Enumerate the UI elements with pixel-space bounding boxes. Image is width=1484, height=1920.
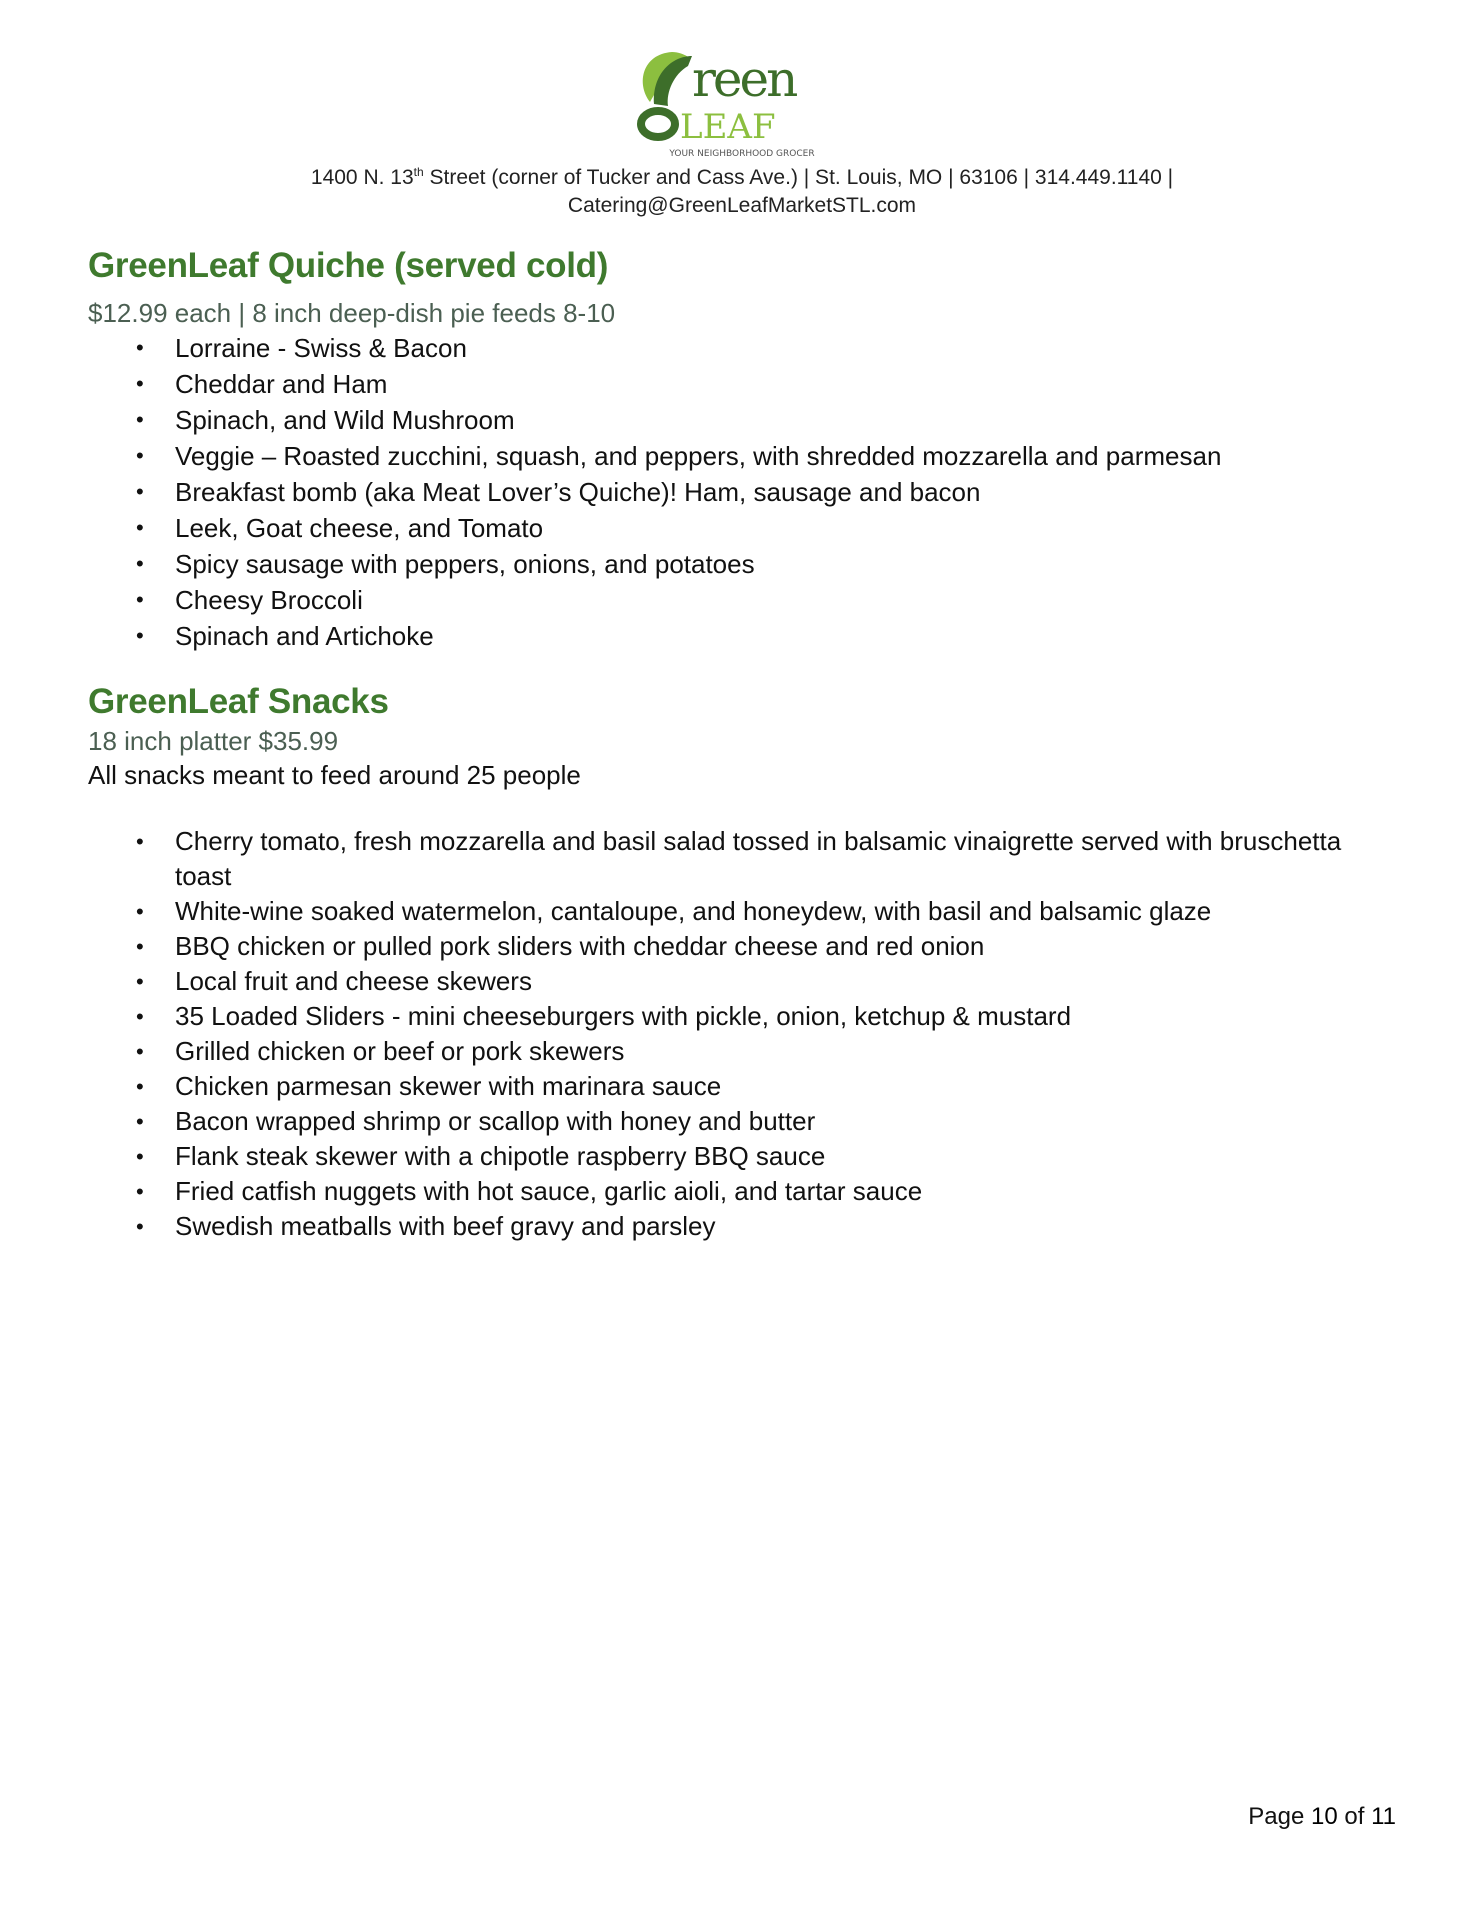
list-item: • White-wine soaked watermelon, cantaloupe, and honeydew, with basil and balsamic glaze <box>88 894 1396 929</box>
list-item: • Grilled chicken or beef or pork skewers <box>88 1034 1396 1069</box>
list-item: • Flank steak skewer with a chipotle raspberry BBQ sauce <box>88 1139 1396 1174</box>
address-superscript: th <box>413 165 424 179</box>
quiche-price: $12.99 each | 8 inch deep-dish pie feeds 8-10 <box>88 298 616 328</box>
svg-text:reen: reen <box>692 50 796 108</box>
list-item: • Breakfast bomb (aka Meat Lover’s Quiche)! Ham, sausage and bacon <box>88 474 1396 510</box>
current-page: 10 <box>1311 1803 1338 1830</box>
greenleaf-logo <box>632 44 852 160</box>
snacks-note: All snacks meant to feed around 25 people <box>88 760 581 790</box>
list-item: • Bacon wrapped shrimp or scallop with honey and butter <box>88 1104 1396 1139</box>
list-item: • Spinach and Artichoke <box>88 618 1396 654</box>
page-label: Page <box>1248 1803 1305 1830</box>
page-number <box>1248 1802 1396 1832</box>
quiche-heading: GreenLeaf Quiche (served cold) <box>88 246 609 285</box>
list-item: • Swedish meatballs with beef gravy and parsley <box>88 1209 1396 1244</box>
list-item: • Spinach, and Wild Mushroom <box>88 402 1396 438</box>
list-item: • Leek, Goat cheese, and Tomato <box>88 510 1396 546</box>
list-item: • Chicken parmesan skewer with marinara sauce <box>88 1069 1396 1104</box>
list-item: • BBQ chicken or pulled pork sliders with cheddar cheese and red onion <box>88 929 1396 964</box>
list-item: • Local fruit and cheese skewers <box>88 964 1396 999</box>
list-item: • Cheesy Broccoli <box>88 582 1396 618</box>
list-item: • Cheddar and Ham <box>88 366 1396 402</box>
list-item: • 35 Loaded Sliders - mini cheeseburgers with pickle, onion, ketchup & mustard <box>88 999 1396 1034</box>
svg-text:YOUR NEIGHBORHOOD GROCER: YOUR NEIGHBORHOOD GROCER <box>669 149 815 159</box>
snacks-list <box>88 824 1396 1244</box>
address-line <box>88 164 1396 192</box>
snacks-price: 18 inch platter $35.99 <box>88 726 339 756</box>
snacks-heading: GreenLeaf Snacks <box>88 682 389 721</box>
svg-text:LEAF: LEAF <box>680 107 776 147</box>
list-item: • Lorraine - Swiss & Bacon <box>88 330 1396 366</box>
total-pages: 11 <box>1371 1803 1396 1830</box>
address-text: 1400 N. 13 <box>310 166 414 189</box>
catering-email[interactable]: Catering@GreenLeafMarketSTL.com <box>567 194 917 217</box>
address-text-rest: Street (corner of Tucker and Cass Ave.) | St. Louis, MO | 63106 | 314.449.1140 | <box>423 166 1174 189</box>
list-item: • Veggie – Roasted zucchini, squash, and peppers, with shredded mozzarella and parmesan <box>88 438 1396 474</box>
list-item: • Spicy sausage with peppers, onions, and potatoes <box>88 546 1396 582</box>
list-item: • Fried catfish nuggets with hot sauce, garlic aioli, and tartar sauce <box>88 1174 1396 1209</box>
quiche-list <box>88 330 1396 654</box>
of-label: of <box>1344 1803 1365 1830</box>
list-item: • Cherry tomato, fresh mozzarella and basil salad tossed in balsamic vinaigrette served with bruschetta toast <box>88 824 1396 894</box>
